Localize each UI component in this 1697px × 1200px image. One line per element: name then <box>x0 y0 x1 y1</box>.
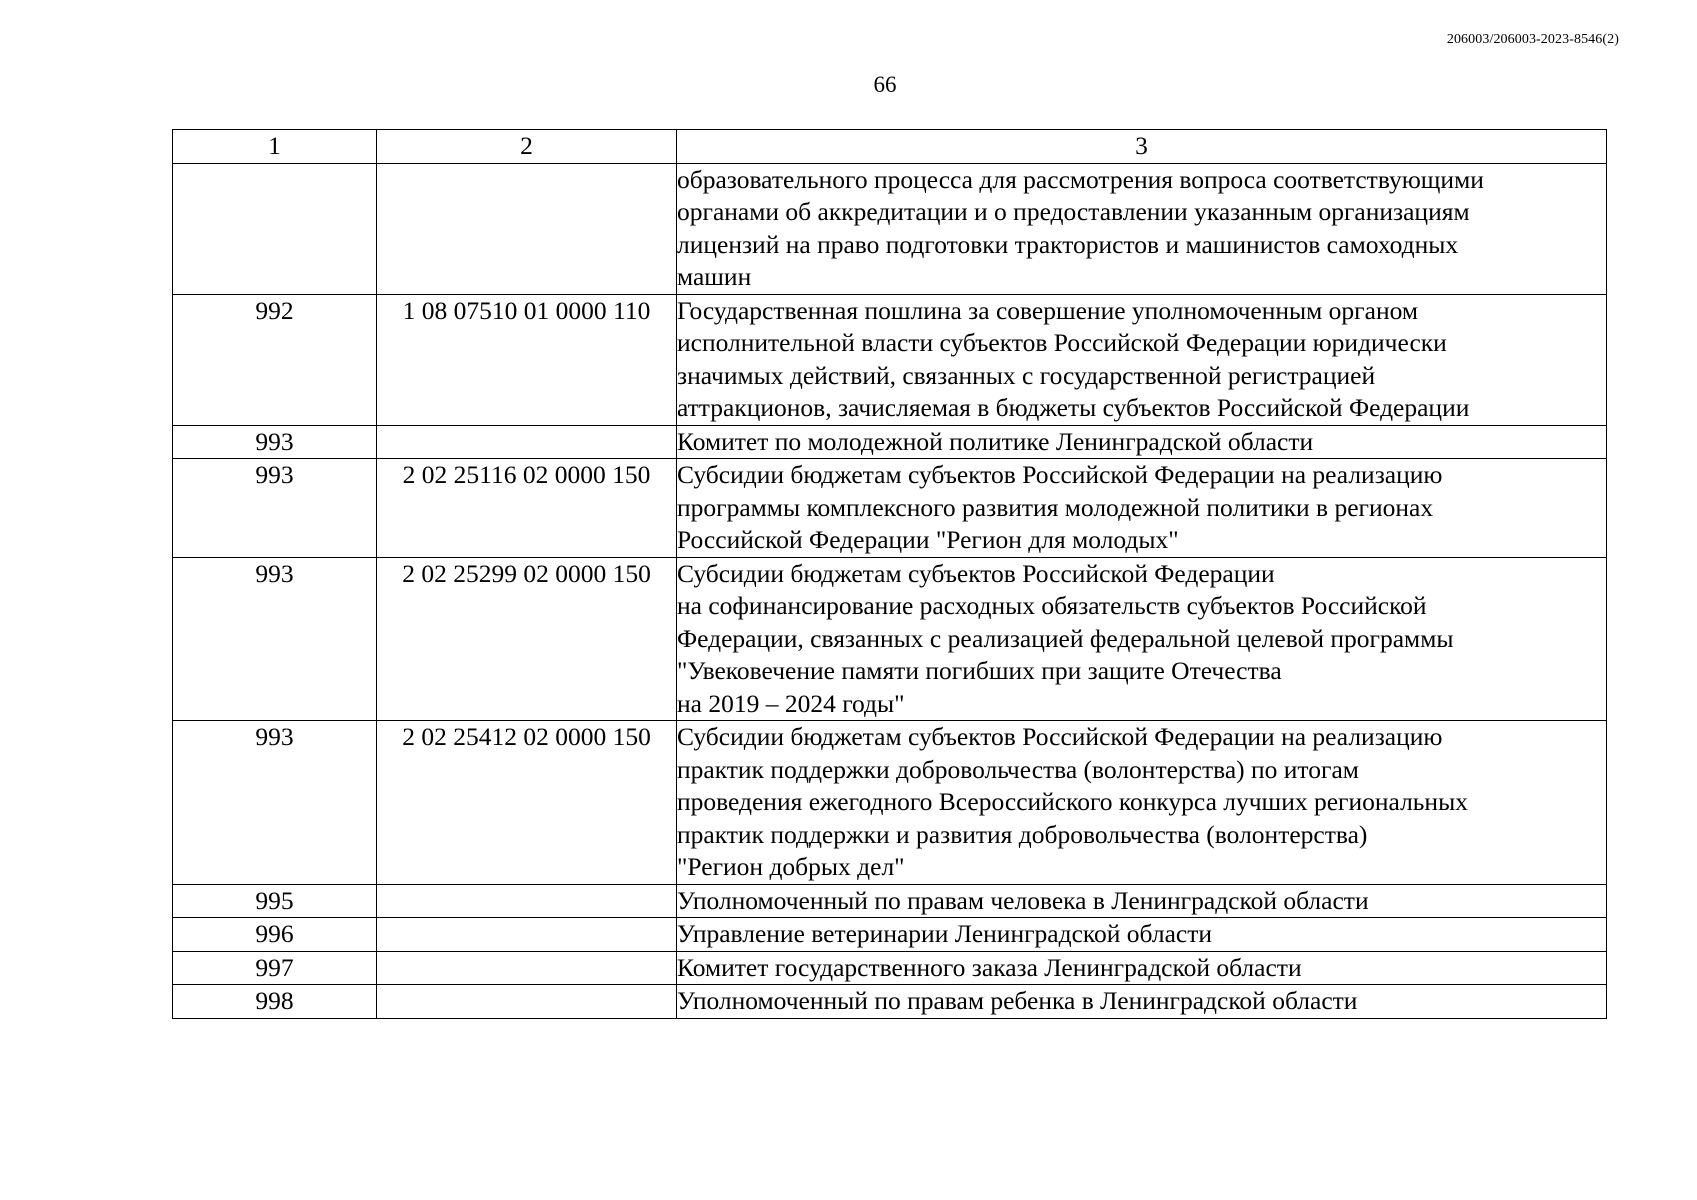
description-cell <box>677 163 1607 294</box>
description-line: Уполномоченный по правам человека в Ленинградской области <box>677 885 1369 915</box>
description-line: на 2019 – 2024 годы" <box>677 688 905 718</box>
table-row <box>173 557 1607 721</box>
description-cell <box>677 985 1607 1019</box>
description-line: "Увековечение памяти погибших при защите Отечества <box>677 656 1282 685</box>
description-line: машин <box>677 262 752 291</box>
description-cell <box>677 294 1607 425</box>
description-line: Уполномоченный по правам ребенка в Ленинградской области <box>677 986 1358 1015</box>
description-cell <box>677 721 1607 885</box>
page-number: 66 <box>873 72 897 97</box>
description-line: Комитет государственного заказа Ленинградской области <box>677 952 1302 982</box>
description-cell <box>677 918 1607 952</box>
revenue-code-cell: 2 02 25412 02 0000 150 <box>377 721 677 885</box>
description-line: Субсидии бюджетам субъектов Российской Федерации на реализацию <box>677 460 1443 489</box>
description-cell <box>677 557 1607 721</box>
revenue-code-cell <box>377 425 677 459</box>
admin-code-cell: 996 <box>173 918 377 952</box>
description-line: Субсидии бюджетам субъектов Российской Федерации <box>677 558 1275 588</box>
description-line: лицензий на право подготовки трактористов и машинистов самоходных <box>677 229 1459 259</box>
table-row <box>173 918 1607 952</box>
column-header-2: 2 <box>377 130 677 164</box>
revenue-code-cell <box>377 951 677 985</box>
table-row <box>173 884 1607 918</box>
description-line: Субсидии бюджетам субъектов Российской Федерации на реализацию <box>677 722 1443 751</box>
description-line: образовательного процесса для рассмотрения вопроса соответствующими <box>677 164 1484 194</box>
table-row <box>173 425 1607 459</box>
description-line: исполнительной власти субъектов Российской Федерации юридически <box>677 328 1447 357</box>
description-cell <box>677 425 1607 459</box>
admin-code-cell: 993 <box>173 721 377 885</box>
table-row <box>173 459 1607 558</box>
admin-code-cell: 992 <box>173 294 377 425</box>
description-cell <box>677 951 1607 985</box>
revenue-code-cell: 2 02 25299 02 0000 150 <box>377 557 677 721</box>
revenue-code-cell: 2 02 25116 02 0000 150 <box>377 459 677 558</box>
budget-classification-table <box>172 129 1607 1019</box>
table-row <box>173 951 1607 985</box>
description-line: Управление ветеринарии Ленинградской области <box>677 919 1213 948</box>
table-row <box>173 721 1607 885</box>
description-line: Российской Федерации "Регион для молодых" <box>677 525 1179 554</box>
column-header-3: 3 <box>677 130 1607 164</box>
description-line: аттракционов, зачисляемая в бюджеты субъектов Российской Федерации <box>677 393 1470 422</box>
admin-code-cell: 995 <box>173 884 377 918</box>
revenue-code-cell <box>377 918 677 952</box>
description-line: проведения ежегодного Всероссийского конкурса лучших региональных <box>677 787 1468 816</box>
description-line: "Регион добрых дел" <box>677 852 905 881</box>
description-line: программы комплексного развития молодежной политики в регионах <box>677 492 1434 522</box>
description-line: Государственная пошлина за совершение уполномоченным органом <box>677 295 1418 325</box>
document-id: 206003/206003-2023-8546(2) <box>1446 32 1619 47</box>
table-row <box>173 985 1607 1019</box>
admin-code-cell: 993 <box>173 557 377 721</box>
admin-code-cell: 993 <box>173 459 377 558</box>
revenue-code-cell <box>377 884 677 918</box>
description-cell <box>677 459 1607 558</box>
table-header-row <box>173 130 1607 164</box>
column-header-1: 1 <box>173 130 377 164</box>
description-line: значимых действий, связанных с государственной регистрацией <box>677 360 1376 390</box>
revenue-code-cell <box>377 163 677 294</box>
revenue-code-cell <box>377 985 677 1019</box>
description-cell <box>677 884 1607 918</box>
table-row <box>173 294 1607 425</box>
description-line: Федерации, связанных с реализацией федеральной целевой программы <box>677 623 1454 653</box>
description-line: Комитет по молодежной политике Ленинградской области <box>677 426 1314 456</box>
admin-code-cell: 997 <box>173 951 377 985</box>
admin-code-cell <box>173 163 377 294</box>
table-row <box>173 163 1607 294</box>
description-line: практик поддержки добровольчества (волонтерства) по итогам <box>677 754 1359 784</box>
description-line: практик поддержки и развития добровольчества (волонтерства) <box>677 819 1368 849</box>
admin-code-cell: 993 <box>173 425 377 459</box>
admin-code-cell: 998 <box>173 985 377 1019</box>
revenue-code-cell: 1 08 07510 01 0000 110 <box>377 294 677 425</box>
description-line: на софинансирование расходных обязательств субъектов Российской <box>677 591 1427 620</box>
description-line: органами об аккредитации и о предоставлении указанным организациям <box>677 197 1470 226</box>
